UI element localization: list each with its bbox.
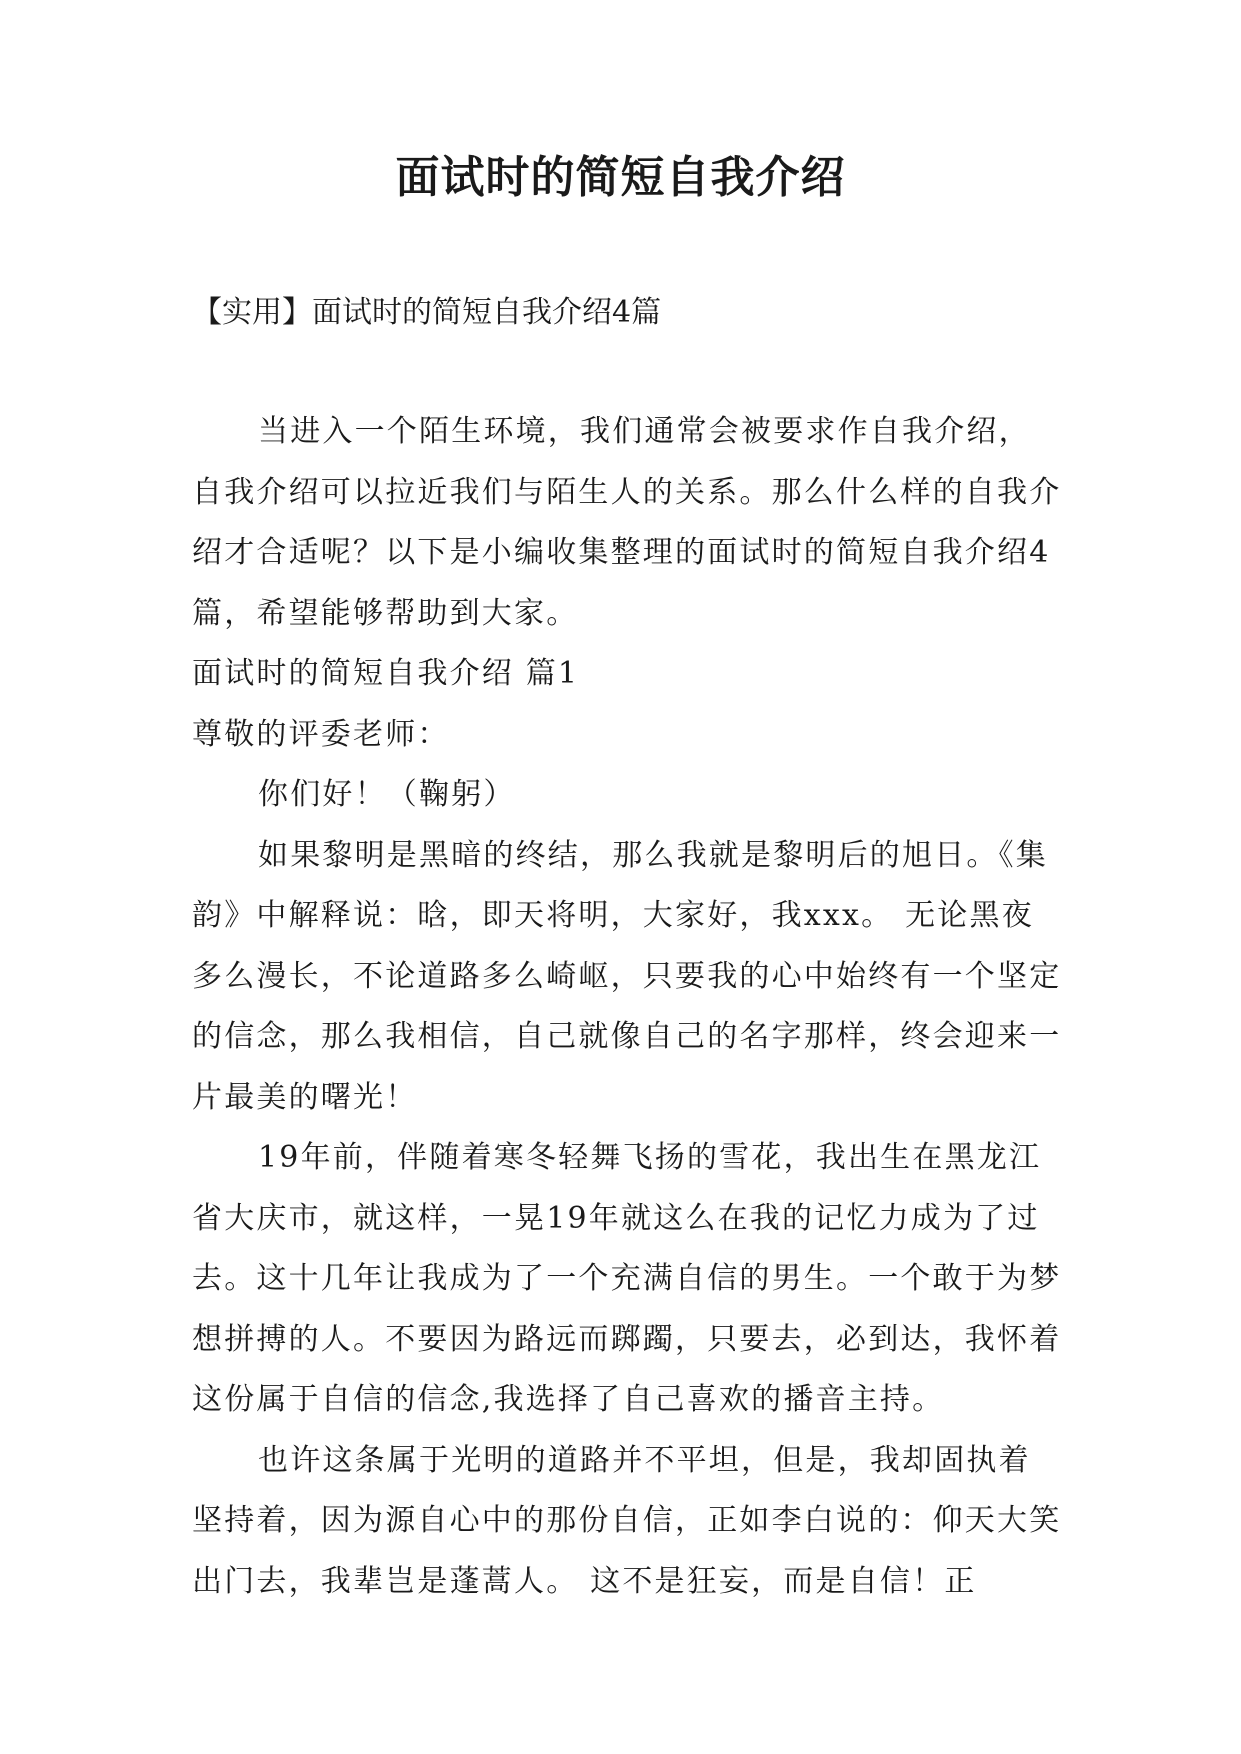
document-subtitle: 【实用】面试时的简短自我介绍4篇 xyxy=(192,295,662,330)
document-title: 面试时的简短自我介绍 xyxy=(395,152,846,203)
greeting: 你们好！（鞠躬） xyxy=(258,777,516,812)
section-heading: 面试时的简短自我介绍 篇1 xyxy=(192,656,580,691)
body-paragraph: 19年前，伴随着寒冬轻舞飞扬的雪花，我出生在黑龙江省大庆市，就这样，一晃19年就这么在我的记忆力成为了过去。这十几年让我成为了一个充满自信的男生。一个敢于为梦想拼搏的人。不要因为路远而踯躅，只要去，必到达，我怀着这份属于自信的信念,我选择了自己喜欢的播音主持。 xyxy=(192,1140,1062,1417)
salutation: 尊敬的评委老师： xyxy=(192,716,450,752)
document-body xyxy=(192,402,1062,1612)
body-paragraph: 也许这条属于光明的道路并不平坦，但是，我却固执着坚持着，因为源自心中的那份自信，正如李白说的：仰天大笑出门去，我辈岂是蓬蒿人。 这不是狂妄，而是自信！正 xyxy=(192,1442,1062,1599)
intro-paragraph: 当进入一个陌生环境，我们通常会被要求作自我介绍，自我介绍可以拉近我们与陌生人的关系。那么什么样的自我介绍才合适呢？以下是小编收集整理的面试时的简短自我介绍4篇，希望能够帮助到大家。 xyxy=(192,414,1062,631)
body-paragraph: 如果黎明是黑暗的终结，那么我就是黎明后的旭日。《集韵》中解释说：晗，即天将明，大家好，我xxx。 无论黑夜多么漫长，不论道路多么崎岖，只要我的心中始终有一个坚定的信念，那么我相信，自己就像自己的名字那样，终会迎来一片最美的曙光！ xyxy=(192,837,1062,1115)
